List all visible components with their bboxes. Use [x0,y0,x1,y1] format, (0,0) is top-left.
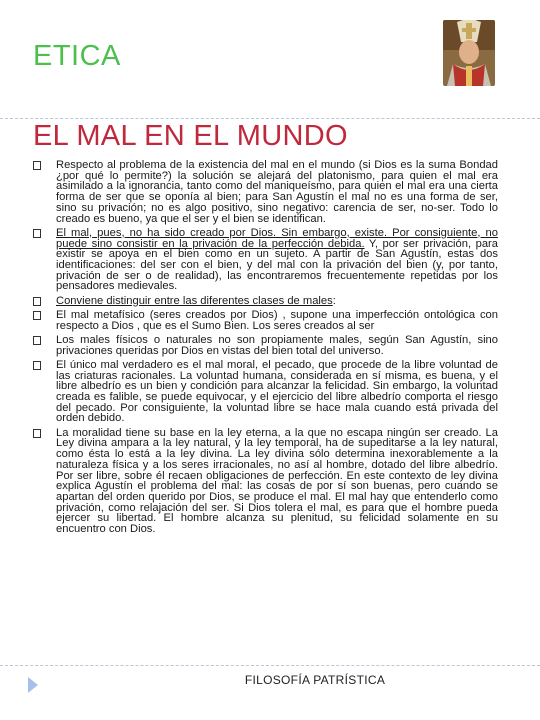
list-item: El mal metafísico (seres creados por Dios) , supone una imperfección ontológica con respecto a Dios , que es el Sumo Bien. Los seres creados al ser [33,310,498,331]
slide-title: EL MAL EN EL MUNDO [33,120,348,152]
bullet-box-icon [33,297,41,306]
list-item: La moralidad tiene su base en la ley eterna, a la que no escapa ningún ser creado. La Ley divina ampara a la ley natural, y la ley temporal, ha de supeditarse a la ley natural, como ésta lo está a la ley divina. La ley divina sólo determina inexorablemente a la naturaleza física y a los seres irracionales, no así al hombre, dotado del libre albedrío. Por ser libre, sobre él recaen obligaciones de perfección. En este contexto de ley divina explica Agustín el problema del mal: las cosas de por sí son buenas, pero cuando se apartan del orden querido por Dios, se produce el mal. El mal hay que entenderlo como privación, como relajación del ser. Si Dios tolera el mal, es para que el hombre pueda ejercer su libertad. El hombre alcanza su plenitud, su felicidad solamente en su encuentro con Dios. [33,428,498,535]
bullet-box-icon [33,161,41,170]
header-title: ETICA [33,40,121,72]
underlined-text: Conviene distinguir entre las diferentes clases de males [56,294,333,307]
bullet-box-icon [33,229,41,238]
footer-text: FILOSOFÍA PATRÍSTICA [244,673,386,687]
footer-divider [0,665,540,666]
list-item: Los males físicos o naturales no son propiamente males, según San Agustín, sino privaciones queridas por Dios en vistas del bien total del universo. [33,335,498,356]
bullet-box-icon [33,361,41,370]
bullet-list [33,160,498,538]
list-item: El único mal verdadero es el mal moral, el pecado, que procede de la libre voluntad de las criaturas racionales. La voluntad humana, considerada en sí misma, es buena, y el libre albedrío es un bien y condición para alcanzar la felicidad. Sin embargo, la voluntad creada es falible, se puede equivocar, y el ejercicio del libre albedrío comporta el riesgo del pecado. Por consiguiente, la voluntad libre se hace mala cuando está privada del orden debido. [33,360,498,424]
bullet-box-icon [33,336,41,345]
list-item: El mal, pues, no ha sido creado por Dios. Sin embargo, existe. Por consiguiente, no puede sino consistir en la privación de la perfección debida. Y, por ser privación, para existir se apoya en el bien como en un sujeto. A partir de San Agustín, estas dos identificaciones: del ser con el bien, y del mal con la privación del bien (y, por tanto, privación de ser o de realidad), las encontraremos frecuentemente repetidas por los pensadores medievales. [33,228,498,292]
footer [0,673,540,687]
bullet-box-icon [33,429,41,438]
underlined-text: El mal, pues, no ha sido creado por Dios. Sin embargo, existe. Por consiguiente, no puede sino consistir en la privación de la perfección debida. [56,226,498,250]
list-item: Respecto al problema de la existencia del mal en el mundo (si Dios es la suma Bondad ¿por qué lo permite?) la solución se alejará del platonismo, para quien el mal era asimilado a la ignorancia, tanto como del maniqueísmo, para quien el mal era una cierta forma de ser que se oponía al bien; para San Agustín el mal no es una forma de ser, sino su privación; no es algo positivo, sino negativo: carencia de ser, no-ser. Todo lo creado es bueno, ya que el ser y el bien se identifican. [33,160,498,224]
portrait-image [443,20,495,86]
header-divider [0,118,540,119]
list-item: Conviene distinguir entre las diferentes clases de males: [33,296,498,307]
bullet-box-icon [33,311,41,320]
